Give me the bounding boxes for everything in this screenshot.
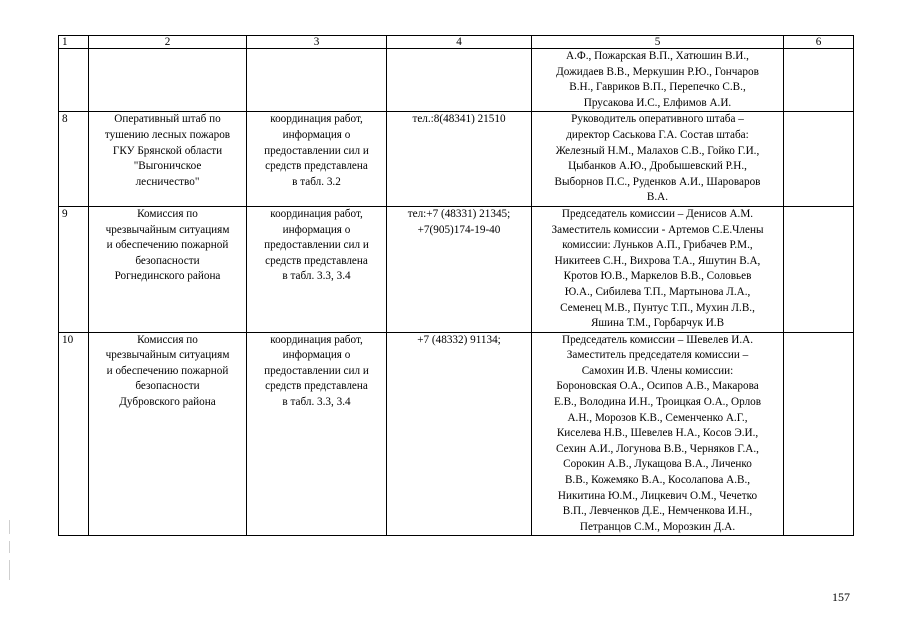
cell-line: Прусакова И.С., Елфимов А.И. xyxy=(583,96,732,109)
header-cell: 3 xyxy=(247,36,387,49)
cell-members xyxy=(532,112,784,207)
cell-line: Комиссия по xyxy=(137,333,198,346)
cell-line: Железный Н.М., Малахов С.В., Гойко Г.И., xyxy=(555,144,760,157)
cell-line: информация о xyxy=(282,349,351,362)
cell-function xyxy=(247,49,387,112)
cell-name xyxy=(89,332,247,536)
cell-line: В.А. xyxy=(646,191,669,204)
cell-line: В.Н., Гавриков В.П., Перепечко С.В., xyxy=(569,81,746,94)
cell-members xyxy=(532,332,784,536)
cell-line: "Выгоничское xyxy=(133,160,202,173)
cell-line: Заместитель председателя комиссии – xyxy=(566,349,749,362)
cell-function xyxy=(247,112,387,207)
cell-line: информация о xyxy=(282,223,351,236)
cell-line: Семенец М.В., Пунтус Т.П., Мухин Л.В., xyxy=(560,301,755,314)
header-cell: 4 xyxy=(387,36,532,49)
header-cell: 1 xyxy=(59,36,89,49)
cell-note xyxy=(784,112,854,207)
cell-line: А.Н., Морозов К.В., Семенченко А.Г., xyxy=(567,411,748,424)
cell-line: координация работ, xyxy=(270,207,363,220)
table-row xyxy=(59,49,854,112)
cell-phone xyxy=(387,206,532,332)
cell-line: тел.:8(48341) 21510 xyxy=(412,113,506,126)
cell-name xyxy=(89,49,247,112)
cell-line: ГКУ Брянской области xyxy=(112,144,223,157)
cell-line: Рогнединского района xyxy=(114,270,221,283)
cell-line: Дубровского района xyxy=(119,396,216,409)
row-number: 10 xyxy=(59,332,89,536)
cell-line: Кротов Ю.В., Маркелов В.В., Соловьев xyxy=(563,270,752,283)
document-table xyxy=(58,35,854,536)
page-number: 157 xyxy=(832,590,850,604)
cell-phone xyxy=(387,332,532,536)
cell-line: директор Саськова Г.А. Состав штаба: xyxy=(566,128,749,141)
cell-line: Оперативный штаб по xyxy=(114,113,221,126)
cell-line: предоставлении сил и xyxy=(264,239,369,252)
margin-mark xyxy=(9,541,10,553)
cell-name xyxy=(89,206,247,332)
cell-line: в табл. 3.2 xyxy=(292,175,341,188)
cell-line: Ю.А., Сибилева Т.П., Мартынова Л.А., xyxy=(564,285,751,298)
cell-line: В.В., Кожемяко В.А., Косолапова А.В., xyxy=(564,474,751,487)
cell-line: средств представлена xyxy=(265,254,368,267)
cell-members xyxy=(532,49,784,112)
cell-line: Дожидаев В.В., Меркушин Р.Ю., Гончаров xyxy=(556,65,759,78)
cell-line: предоставлении сил и xyxy=(264,144,369,157)
cell-line: в табл. 3.3, 3.4 xyxy=(282,270,351,283)
cell-name xyxy=(89,112,247,207)
cell-line: Заместитель комиссии - Артемов С.Е.Члены xyxy=(551,223,764,236)
table-row xyxy=(59,112,854,207)
header-cell: 5 xyxy=(532,36,784,49)
cell-line: тел:+7 (48331) 21345; xyxy=(407,207,511,220)
cell-line: координация работ, xyxy=(270,113,363,126)
cell-line: Сехин А.И., Логунова В.В., Черняков Г.А., xyxy=(556,442,759,455)
cell-function xyxy=(247,206,387,332)
cell-line: чрезвычайным ситуациям xyxy=(105,349,230,362)
cell-line: Никитеев С.Н., Вихрова Т.А., Яшутин В.А, xyxy=(554,254,761,267)
cell-line: Комиссия по xyxy=(137,207,198,220)
header-row xyxy=(59,36,854,49)
cell-line: в табл. 3.3, 3.4 xyxy=(282,396,351,409)
cell-note xyxy=(784,49,854,112)
cell-line: Председатель комиссии – Шевелев И.А. xyxy=(561,333,754,346)
header-cell: 6 xyxy=(784,36,854,49)
cell-line: Киселева Н.В., Шевелев Н.А., Косов Э.И., xyxy=(556,427,759,440)
table-row xyxy=(59,206,854,332)
cell-phone xyxy=(387,49,532,112)
cell-line: предоставлении сил и xyxy=(264,364,369,377)
cell-members xyxy=(532,206,784,332)
header-cell: 2 xyxy=(89,36,247,49)
cell-line: Председатель комиссии – Денисов А.М. xyxy=(561,207,754,220)
cell-line: В.П., Левченков Д.Е., Немченкова И.Н., xyxy=(562,505,753,518)
cell-line: средств представлена xyxy=(265,160,368,173)
cell-line: тушению лесных пожаров xyxy=(104,128,231,141)
cell-line: Выборнов П.С., Руденков А.И., Шароваров xyxy=(554,175,761,188)
cell-line: комиссии: Луньков А.П., Грибачев Р.М., xyxy=(562,239,753,252)
cell-line: и обеспечению пожарной xyxy=(106,364,229,377)
cell-line: Яшина Т.М., Горбарчук И.В xyxy=(590,317,725,330)
cell-line: лесничество" xyxy=(135,175,200,188)
cell-line: Самохин И.В. Члены комиссии: xyxy=(581,364,734,377)
cell-note xyxy=(784,206,854,332)
cell-line: +7 (48332) 91134; xyxy=(417,333,501,346)
row-number xyxy=(59,49,89,112)
cell-line: Руководитель оперативного штаба – xyxy=(571,113,744,126)
cell-line: Цыбанков А.Ю., Дробышевский Р.Н., xyxy=(568,160,747,173)
cell-line: чрезвычайным ситуациям xyxy=(105,223,230,236)
cell-line: Бороновская О.А., Осипов А.В., Макарова xyxy=(556,380,759,393)
cell-line: безопасности xyxy=(135,254,200,267)
cell-note xyxy=(784,332,854,536)
cell-line: Никитина Ю.М., Лицкевич О.М., Чечетко xyxy=(557,489,758,502)
row-number: 9 xyxy=(59,206,89,332)
cell-line: и обеспечению пожарной xyxy=(106,239,229,252)
cell-phone xyxy=(387,112,532,207)
row-number: 8 xyxy=(59,112,89,207)
cell-line: Сорокин А.В., Лукащова В.А., Личенко xyxy=(563,458,752,471)
cell-line: информация о xyxy=(282,128,351,141)
cell-function xyxy=(247,332,387,536)
cell-line: Петранцов С.М., Морозкин Д.А. xyxy=(579,520,736,533)
cell-line: безопасности xyxy=(135,380,200,393)
cell-line: А.Ф., Пожарская В.П., Хатюшин В.И., xyxy=(566,50,749,62)
cell-line: Е.В., Володина И.Н., Троицкая О.А., Орлов xyxy=(553,396,762,409)
margin-mark xyxy=(9,560,10,580)
cell-line: +7(905)174-19-40 xyxy=(417,223,501,236)
cell-line: средств представлена xyxy=(265,380,368,393)
cell-line: координация работ, xyxy=(270,333,363,346)
margin-mark xyxy=(9,520,10,534)
table-row xyxy=(59,332,854,536)
